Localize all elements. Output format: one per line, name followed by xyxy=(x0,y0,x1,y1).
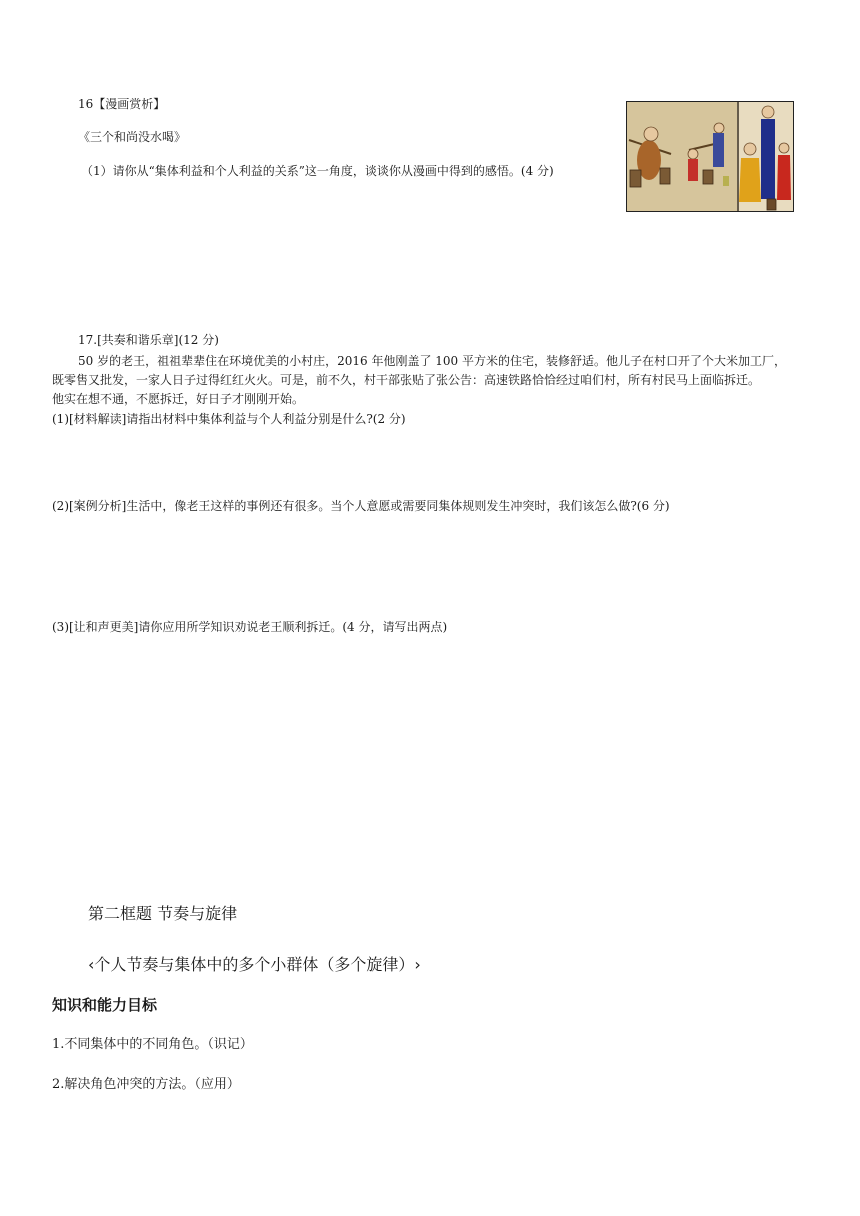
q17-material-line-1: 50 岁的老王，祖祖辈辈住在环境优美的小村庄，2016 年他刚盖了 100 平方米的住宅，装修舒适。他儿子在村口开了个大米加工厂， xyxy=(78,354,786,368)
section-title: 第二框题 节奏与旋律 xyxy=(88,904,238,923)
q17-sub-question-1: (1)[材料解读]请指出材料中集体利益与个人利益分别是什么?(2 分) xyxy=(52,412,406,426)
q17-material-line-3: 他实在想不通，不愿拆迁，好日子才刚刚开始。 xyxy=(52,392,305,406)
section-subtitle: ‹个人节奏与集体中的多个小群体（多个旋律）› xyxy=(88,955,421,974)
q17-sub-question-2: (2)[案例分析]生活中，像老王这样的事例还有很多。当个人意愿或需要同集体规则发生冲突时，我们该怎么做?(6 分) xyxy=(52,499,670,513)
comic-drawing xyxy=(627,102,794,212)
three-monks-comic-image xyxy=(626,101,794,212)
q16-heading: 16【漫画赏析】 xyxy=(78,97,166,111)
goal-item-1: 1.不同集体中的不同角色。（识记） xyxy=(52,1037,253,1052)
goals-heading: 知识和能力目标 xyxy=(52,996,158,1014)
goal-item-2: 2.解决角色冲突的方法。（应用） xyxy=(52,1077,240,1092)
q17-heading: 17.[共奏和谐乐章](12 分) xyxy=(78,333,219,347)
q17-material-line-2: 既零售又批发，一家人日子过得红红火火。可是，前不久，村干部张贴了张公告：高速铁路恰恰经过咱们村，所有村民马上面临拆迁。 xyxy=(52,373,761,387)
q17-sub-question-3: (3)[让和声更美]请你应用所学知识劝说老王顺利拆迁。(4 分，请写出两点) xyxy=(52,620,448,634)
q16-comic-title: 《三个和尚没水喝》 xyxy=(78,130,187,144)
q16-question-1: （1）请你从“集体利益和个人利益的关系”这一角度，谈谈你从漫画中得到的感悟。(4 分) xyxy=(81,164,554,178)
